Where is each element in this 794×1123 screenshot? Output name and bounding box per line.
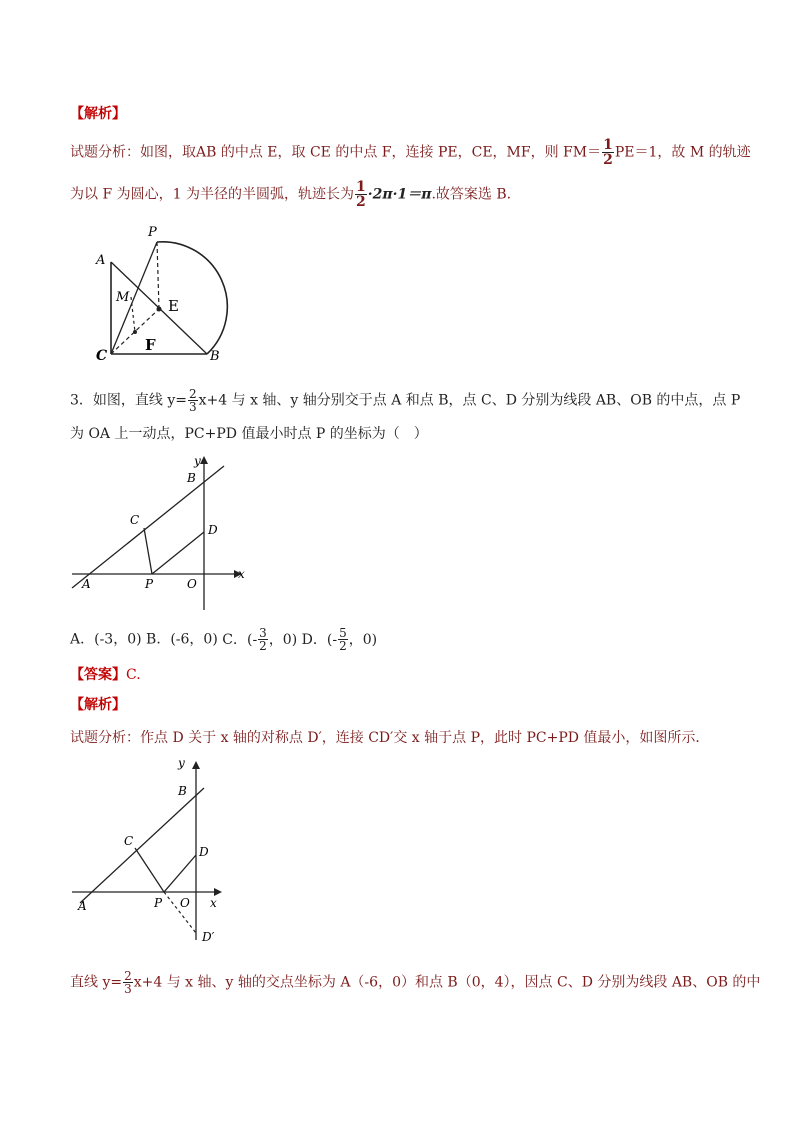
- analysis-heading-1: 【解析】: [70, 106, 126, 122]
- segment-pd: [164, 855, 196, 892]
- option-a[interactable]: A．(-3，0): [70, 631, 142, 648]
- fraction-half: $\frac{1}{2}$: [603, 137, 613, 168]
- analysis-line-1-text-a: 试题分析：如图，取AB 的中点 E，取 CE 的中点 F，连接 PE，CE，MF，则 FM＝: [70, 144, 602, 161]
- answer-value: C.: [126, 667, 141, 683]
- line-ab: [80, 788, 204, 903]
- label-y: y: [178, 756, 185, 770]
- label-y: y: [194, 454, 201, 468]
- analysis-line-1: [70, 138, 751, 167]
- answer-label: 【答案】: [70, 667, 126, 683]
- analysis-line-2-text-b: .故答案选 B.: [431, 186, 512, 203]
- analysis-line-2-text-a: 为以 F 为圆心，1 为半径的半圆弧，轨迹长为: [70, 186, 354, 203]
- label-d-prime: D′: [202, 930, 215, 944]
- answer-line: [70, 665, 141, 685]
- segment-pd: [152, 532, 204, 574]
- option-d[interactable]: D．(- $\frac{5}{2}$ ，0): [301, 626, 378, 653]
- fraction-half-2: $\frac{1}{2}$: [355, 179, 366, 210]
- label-c: C: [96, 348, 108, 364]
- q3-text-b: x+4 与 x 轴、y 轴分别交于点 A 和点 B，点 C、D 分别为线段 AB、OB 的中点，点 P: [198, 392, 741, 409]
- label-d: D: [199, 845, 209, 859]
- segment-pe-dashed: [157, 242, 159, 309]
- last-text-a: 直线 y=: [70, 974, 123, 991]
- q3-text-a: 3．如图，直线 y=: [70, 392, 187, 409]
- label-c: C: [130, 513, 140, 527]
- y-axis-arrow: [192, 761, 200, 769]
- analysis-heading-2: 【解析】: [70, 697, 126, 713]
- last-line: [70, 970, 760, 995]
- fraction-two-thirds-2: $\frac{2}{3}$: [124, 969, 132, 996]
- option-b[interactable]: B．(-6，0): [146, 631, 218, 648]
- label-m: M: [116, 290, 130, 305]
- line-ab: [72, 466, 224, 588]
- analysis-line-2: [70, 180, 511, 209]
- semicircle-figure: [92, 222, 242, 367]
- label-e: E: [168, 297, 179, 315]
- last-text-b: x+4 与 x 轴、y 轴的交点坐标为 A（-6，0）和点 B（0，4），因点 C、D 分别为线段 AB、OB 的中: [133, 974, 761, 991]
- label-b: B: [178, 784, 187, 798]
- label-a: A: [82, 577, 91, 591]
- label-b: B: [187, 471, 196, 485]
- segment-cp: [135, 848, 164, 892]
- label-o: O: [187, 577, 197, 591]
- options-row: [70, 627, 377, 652]
- label-b: B: [210, 349, 220, 364]
- segment-cp: [144, 528, 152, 574]
- point-e: [157, 307, 162, 312]
- label-a: A: [96, 253, 106, 268]
- question-3-line-2: 为 OA 上一动点，PC+PD 值最小时点 P 的坐标为（ ）: [70, 426, 428, 442]
- label-p: P: [148, 225, 157, 240]
- label-o: O: [180, 896, 190, 910]
- label-x: x: [238, 567, 245, 581]
- label-d: D: [208, 523, 218, 537]
- label-c: C: [124, 834, 134, 848]
- label-x: x: [210, 896, 217, 910]
- point-f: [133, 330, 137, 334]
- arc-length-formula: ·2π·1＝π: [367, 186, 432, 203]
- analysis-2-line-1: 试题分析：作点 D 关于 x 轴的对称点 D′，连接 CD′交 x 轴于点 P，此时 PC+PD 值最小，如图所示．: [70, 730, 710, 746]
- fraction-two-thirds: $\frac{2}{3}$: [189, 387, 197, 414]
- label-p: P: [145, 577, 154, 591]
- analysis-line-1-text-b: PE＝1，故 M 的轨迹: [614, 144, 751, 161]
- coordinate-figure-1: [68, 452, 248, 612]
- coordinate-figure-2: [68, 755, 248, 950]
- y-axis-arrow: [200, 456, 208, 464]
- option-c[interactable]: C．(- $\frac{3}{2}$ ，0): [222, 626, 298, 653]
- label-f: F: [145, 336, 156, 354]
- label-a: A: [78, 899, 87, 913]
- label-p: P: [154, 896, 163, 910]
- x-axis-arrow: [214, 888, 222, 896]
- question-3-line-1: [70, 388, 740, 413]
